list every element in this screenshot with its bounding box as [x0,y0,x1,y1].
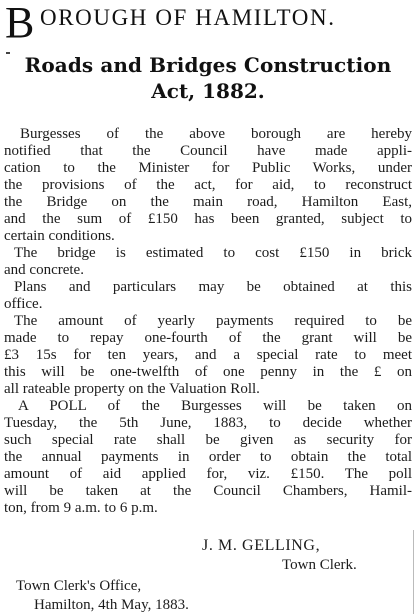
notice-body [4,126,412,517]
body-line: amount of aid applied for, viz. £150. The poll [4,466,412,482]
body-line: A POLL of the Burgesses will be taken on [18,398,412,414]
body-line: Burgesses of the above borough are hereby [20,126,412,142]
body-line: ton, from 9 a.m. to 6 p.m. [4,500,158,516]
body-line: such special rate shall be given as security for [4,432,412,448]
body-line: and concrete. [4,262,84,278]
body-line: and the sum of £150 has been granted, subject to [4,211,412,227]
signature-name: J. M. GELLING, [202,537,321,554]
body-line: £3 15s for ten years, and a special rate to meet [4,347,412,363]
office-line-2: Hamilton, 4th May, 1883. [34,597,189,613]
body-line: The amount of yearly payments required to be [14,313,412,329]
signature-title: Town Clerk. [282,557,357,573]
body-line: the provisions of the act, for aid, to reconstruct [4,177,412,193]
body-line: the Bridge on the main road, Hamilton East, [4,194,412,210]
column-edge-rule [413,530,414,614]
body-line: this will be one-twelfth of one penny in the £ on [4,364,412,380]
body-line: will be taken at the Council Chambers, Hamil- [4,483,412,499]
body-line: certain conditions. [4,228,115,244]
office-line-1: Town Clerk's Office, [16,578,142,594]
notice-header [0,0,416,48]
body-line: Tuesday, the 5th June, 1883, to decide whether [4,415,412,431]
body-line: The bridge is estimated to cost £150 in brick [14,245,412,261]
body-line: Plans and particulars may be obtained at this [14,279,412,295]
body-line: the annual payments in order to obtain the total [4,449,412,465]
title-line-2: Act, 1882. [151,79,265,103]
body-line: cation to the Minister for Public Works, under [4,160,412,176]
body-line: notified that the Council have made appli- [4,143,412,159]
body-line: all rateable property on the Valuation Roll. [4,381,260,397]
header-text: OROUGH OF HAMILTON. [40,5,336,30]
header-drop-initial: B [5,0,35,47]
body-line: made to repay one-fourth of the grant will be [4,330,412,346]
notice-title [0,52,416,104]
body-line: office. [4,296,43,312]
title-line-1: Roads and Bridges Construction [24,53,392,77]
